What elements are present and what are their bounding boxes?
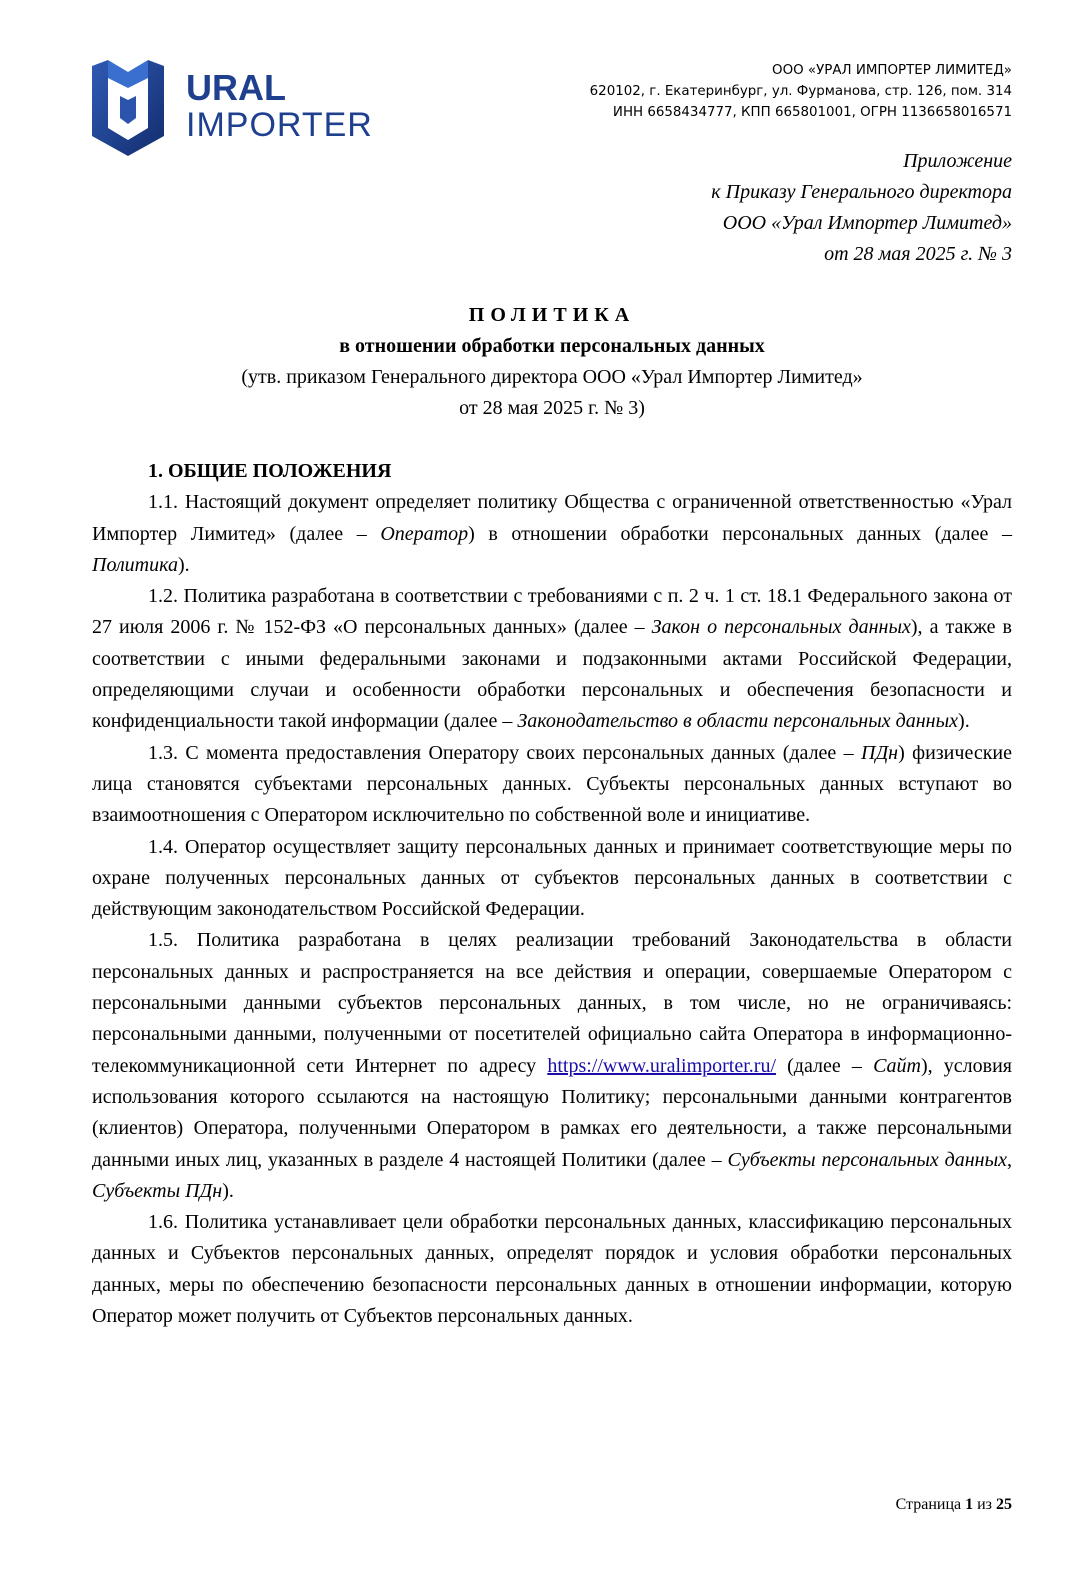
company-ids: ИНН 6658434777, КПП 665801001, ОГРН 1136658016571 <box>612 105 1012 120</box>
website-link[interactable]: https://www.uralimporter.ru/ <box>547 1054 776 1077</box>
approval-line: (утв. приказом Генерального директора ООО «Урал Импортер Лимитед» <box>241 366 863 388</box>
logo-text-importer: IMPORTER <box>186 106 373 144</box>
paragraph-1-3: 1.3. С момента предоставления Оператору своих персональных данных (далее – ПДн) физические лица становятся субъектами персональных данных. Субъекты персональных данных вступают во взаимоотношения с Оператором исключительно по собственной воле и инициативе. <box>92 741 1012 827</box>
company-address: 620102, г. Екатеринбург, ул. Фурманова, стр. 126, пом. 314 <box>589 84 1012 99</box>
section-heading: 1. ОБЩИЕ ПОЛОЖЕНИЯ <box>148 460 392 482</box>
annex-line: ООО «Урал Импортер Лимитед» <box>722 212 1012 234</box>
annex-line: Приложение <box>903 150 1012 172</box>
document-title-block <box>92 300 1012 424</box>
approval-line: от 28 мая 2025 г. № 3) <box>459 397 645 419</box>
annex-line: от 28 мая 2025 г. № 3 <box>824 243 1012 265</box>
paragraph-1-1: 1.1. Настоящий документ определяет политику Общества с ограниченной ответственностью «Урал Импортер Лимитед» (далее – Оператор) в отношении обработки персональных данных (далее – Политика). <box>92 491 1012 576</box>
document-title: ПОЛИТИКА <box>468 304 636 326</box>
logo-text-ural: URAL <box>186 67 286 108</box>
company-name: ООО «УРАЛ ИМПОРТЕР ЛИМИТЕД» <box>772 63 1012 78</box>
page-number: Страница 1 из 25 <box>895 1496 1012 1513</box>
ural-importer-logo <box>90 58 420 158</box>
paragraph-1-5: 1.5. Политика разработана в целях реализации требований Законодательства в области персональных данных и распространяется на все действия и операции, совершаемые Оператором с персональными данными субъектов персональных данных, в том числе, но не ограничиваясь: персональными данными, полученными от посетителей официально сайта Оператора в информационно-телекоммуникационной сети Интернет по адресу https://www.uralimporter.ru/ (далее – Сайт), условия использования которого ссылаются на настоящую Политику; персональными данными контрагентов (клиентов) Оператора, полученными Оператором в рамках его деятельности, а также персональными данными иных лиц, указанных в разделе 4 настоящей Политики (далее – Субъекты персональных данных, Субъекты ПДн). <box>92 929 1013 1202</box>
paragraph-1-4: 1.4. Оператор осуществляет защиту персональных данных и принимает соответствующие меры по охране полученных персональных данных от субъектов персональных данных в соответствии с действующим законодательством Российской Федерации. <box>92 835 1012 921</box>
company-details <box>590 60 1012 123</box>
annex-line: к Приказу Генерального директора <box>711 181 1012 203</box>
annex-block <box>711 146 1012 270</box>
paragraph-1-2: 1.2. Политика разработана в соответствии с требованиями с п. 2 ч. 1 ст. 18.1 Федерального закона от 27 июля 2006 г. № 152-ФЗ «О персональных данных» (далее – Закон о персональных данных), а также в соответствии с иными федеральными законами и подзаконными актами Российской Федерации, определяющими случаи и особенности обработки персональных и обеспечения безопасности и конфиденциальности такой информации (далее – Законодательство в области персональных данных). <box>92 585 1012 733</box>
document-body <box>92 456 1012 1332</box>
paragraph-1-6: 1.6. Политика устанавливает цели обработки персональных данных, классификацию персональных данных и Субъектов персональных данных, определят порядок и условия обработки персональных данных, меры по обеспечению безопасности персональных данных в отношении информации, которую Оператор может получить от Субъектов персональных данных. <box>92 1211 1012 1328</box>
document-subtitle: в отношении обработки персональных данных <box>339 335 765 357</box>
